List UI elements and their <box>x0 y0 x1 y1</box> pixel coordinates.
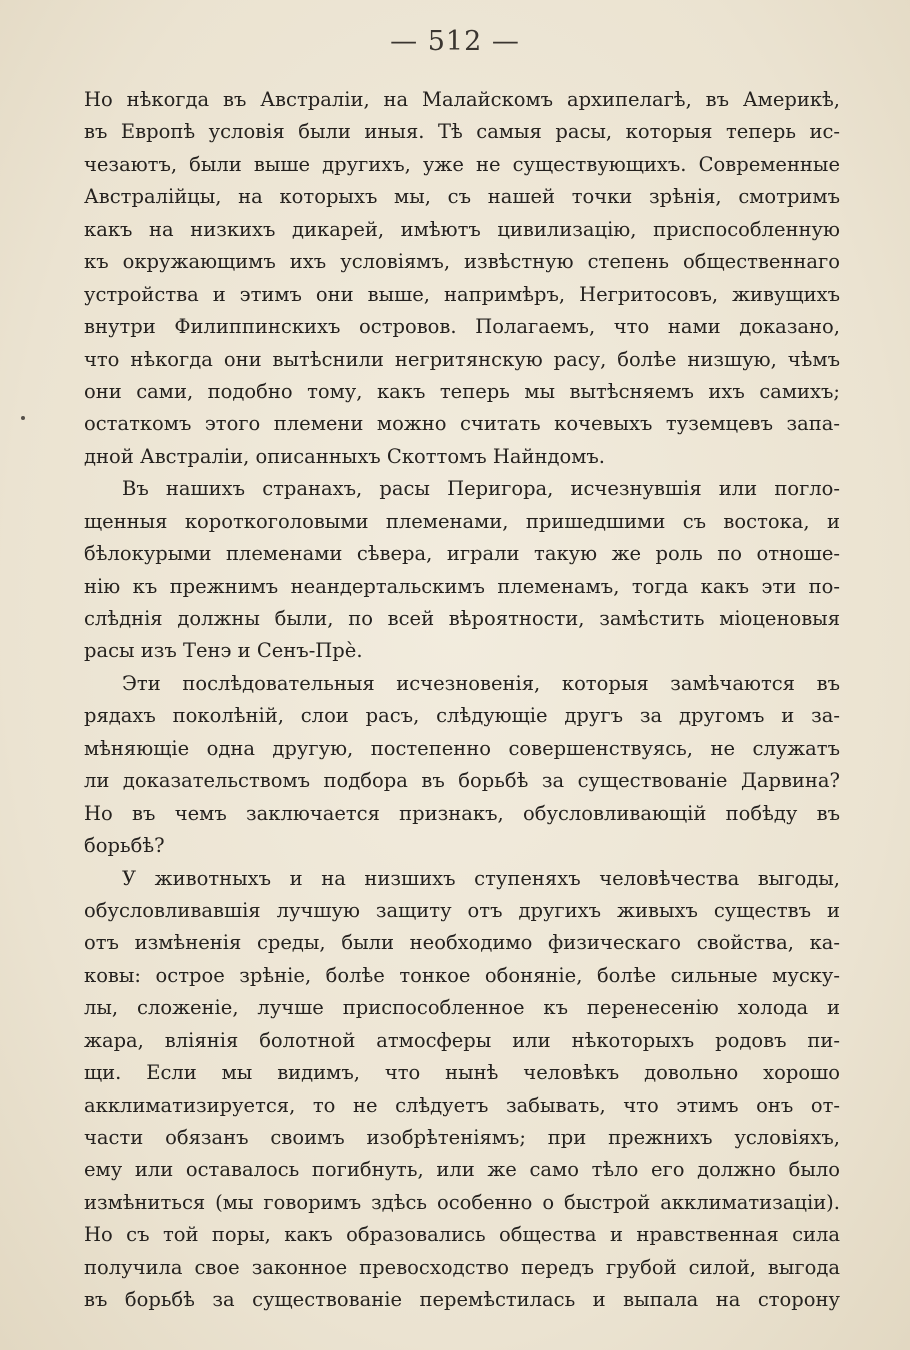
text-line: Но въ чемъ заключается признакъ, обусловливающій побѣду въ <box>84 801 840 825</box>
text-line: Но съ той поры, какъ образовались общества и нравственная сила <box>84 1223 840 1247</box>
text-line: Въ нашихъ странахъ, расы Перигора, исчезнувшія или погло- <box>122 477 840 501</box>
text-line: они сами, подобно тому, какъ теперь мы вытѣсняемъ ихъ самихъ; <box>84 379 840 403</box>
text-line: дной Австраліи, описанныхъ Скоттомъ Найндомъ. <box>84 444 605 468</box>
text-line: лы, сложеніе, лучше приспособленное къ перенесенію холода и <box>84 996 840 1020</box>
text-line: щенныя короткоголовыми племенами, пришедшими съ востока, и <box>84 509 840 533</box>
text-line: мѣняющіе одна другую, постепенно совершенствуясь, не служатъ <box>84 736 840 760</box>
text-line: остаткомъ этого племени можно считать кочевыхъ туземцевъ запа- <box>84 412 840 436</box>
text-line: щи. Если мы видимъ, что нынѣ человѣкъ довольно хорошо <box>84 1061 840 1085</box>
text-line: въ Европѣ условія были иныя. Тѣ самыя расы, которыя теперь ис- <box>84 120 840 144</box>
text-line: бѣлокурыми племенами сѣвера, играли такую же роль по отноше- <box>84 542 840 566</box>
text-line: внутри Филиппинскихъ островов. Полагаемъ, что нами доказано, <box>84 315 840 339</box>
text-line: борьбѣ? <box>84 834 165 858</box>
text-line: измѣниться (мы говоримъ здѣсь особенно о быстрой акклиматизаціи). <box>84 1190 840 1214</box>
text-line: ковы: острое зрѣніе, болѣе тонкое обоняніе, болѣе сильные муску- <box>84 963 840 987</box>
text-line: акклиматизируется, то не слѣдуетъ забывать, что этимъ онъ от- <box>84 1093 840 1117</box>
text-line: какъ на низкихъ дикарей, имѣютъ цивилизацію, приспособленную <box>84 217 840 241</box>
body-text <box>84 84 840 1317</box>
text-line: слѣднія должны были, по всей вѣроятности, замѣстить міоценовыя <box>84 607 840 630</box>
text-line: получила свое законное превосходство передъ грубой силой, выгода <box>84 1255 840 1279</box>
text-line: ему или оставалось погибнуть, или же само тѣло его должно было <box>84 1158 840 1182</box>
text-line: что нѣкогда они вытѣснили негритянскую расу, болѣе низшую, чѣмъ <box>84 347 840 371</box>
text-line: части обязанъ своимъ изобрѣтеніямъ; при прежнихъ условіяхъ, <box>84 1126 840 1149</box>
text-line: нію къ прежнимъ неандертальскимъ племенамъ, тогда какъ эти по- <box>84 574 840 598</box>
margin-dot-mark <box>21 416 25 420</box>
text-line: чезаютъ, были выше другихъ, уже не существующихъ. Современные <box>84 152 840 176</box>
text-line: У животныхъ и на низшихъ ступеняхъ человѣчества выгоды, <box>122 866 840 890</box>
text-line: ли доказательствомъ подбора въ борьбѣ за существованіе Дарвина? <box>84 769 840 793</box>
page-number: — 512 — <box>390 26 520 57</box>
text-line: Эти послѣдовательныя исчезновенія, которыя замѣчаются въ <box>122 671 840 695</box>
text-line: рядахъ поколѣній, слои расъ, слѣдующіе другъ за другомъ и за- <box>84 704 840 728</box>
text-line: къ окружающимъ ихъ условіямъ, извѣстную степень общественнаго <box>84 250 840 274</box>
text-line: отъ измѣненія среды, были необходимо физическаго свойства, ка- <box>84 931 840 955</box>
text-line: Австралійцы, на которыхъ мы, съ нашей точки зрѣнія, смотримъ <box>84 185 840 209</box>
text-line: въ борьбѣ за существованіе перемѣстилась и выпала на сторону <box>84 1288 840 1312</box>
text-line: обусловливавшія лучшую защиту отъ другихъ живыхъ существъ и <box>84 898 840 922</box>
text-line: Но нѣкогда въ Австраліи, на Малайскомъ архипелагѣ, въ Америкѣ, <box>84 88 840 111</box>
text-line: жара, вліянія болотной атмосферы или нѣкоторыхъ родовъ пи- <box>84 1028 840 1052</box>
text-line: устройства и этимъ они выше, напримѣръ, Негритосовъ, живущихъ <box>84 282 840 306</box>
text-line: расы изъ Тенэ и Сенъ-Прè. <box>84 639 363 663</box>
